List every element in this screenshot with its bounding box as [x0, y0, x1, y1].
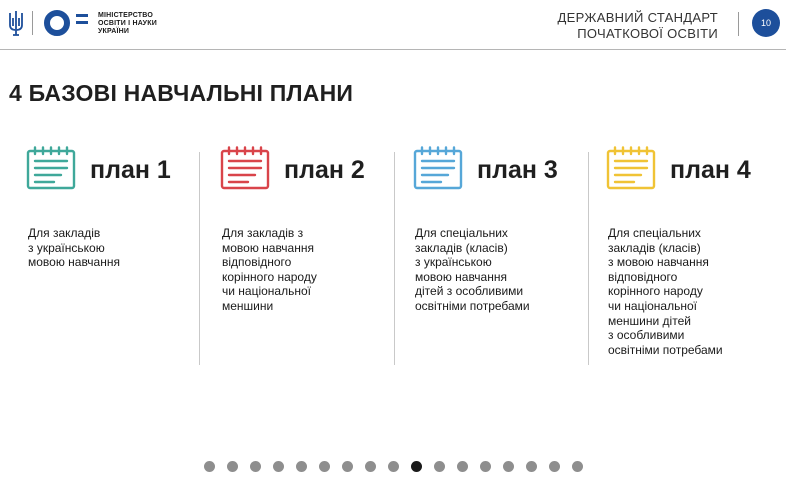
- plan-description-line: Для спеціальних: [415, 226, 508, 240]
- column-divider: [199, 152, 200, 365]
- header-divider: [32, 11, 33, 35]
- trident-icon: [8, 10, 24, 36]
- pagination-dot[interactable]: [457, 461, 468, 472]
- plan-description-line: Для закладів: [28, 226, 101, 240]
- pagination-dot[interactable]: [526, 461, 537, 472]
- plan-description-line: чи національної: [222, 284, 311, 299]
- pagination-dot[interactable]: [319, 461, 330, 472]
- pagination-dot[interactable]: [434, 461, 445, 472]
- clipboard-icon: [413, 146, 463, 190]
- standard-title-line: ПОЧАТКОВОЇ ОСВІТИ: [577, 26, 718, 41]
- plan-name: план 2: [284, 156, 365, 184]
- pagination-dot[interactable]: [411, 461, 422, 472]
- pagination-dot[interactable]: [572, 461, 583, 472]
- plan-description-line: освітніми потребами: [415, 298, 530, 313]
- pagination-dot[interactable]: [503, 461, 514, 472]
- mon-logo-lines: [76, 14, 88, 28]
- column-divider: [394, 152, 395, 365]
- header-divider: [738, 12, 739, 36]
- pagination-dot[interactable]: [365, 461, 376, 472]
- plan-description-line: з мовою навчання: [608, 255, 709, 270]
- pagination-dot[interactable]: [480, 461, 491, 472]
- slide-pagination: [204, 461, 595, 473]
- plan-description-line: відповідного: [608, 269, 678, 284]
- plan-description-line: чи національної: [608, 298, 697, 313]
- plan-description-line: Для спеціальних: [608, 226, 701, 240]
- slide-header: [0, 0, 786, 50]
- clipboard-icon: [606, 146, 656, 190]
- plan-description: [28, 226, 203, 270]
- pagination-dot[interactable]: [296, 461, 307, 472]
- plan-description-line: з українською: [28, 240, 105, 255]
- page-number-badge: 10: [752, 9, 780, 37]
- plan-description-line: освітніми потребами: [608, 342, 723, 357]
- column-divider: [588, 152, 589, 365]
- page-title: 4 БАЗОВІ НАВЧАЛЬНІ ПЛАНИ: [9, 80, 354, 106]
- plan-description: [608, 226, 783, 357]
- plan-description-line: з особливими: [608, 328, 685, 343]
- pagination-dot[interactable]: [227, 461, 238, 472]
- plan-description-line: з українською: [415, 255, 492, 270]
- pagination-dot[interactable]: [250, 461, 261, 472]
- clipboard-icon: [220, 146, 270, 190]
- plan-description: [415, 226, 590, 314]
- plan-description: [222, 226, 397, 314]
- standard-title-line: ДЕРЖАВНИЙ СТАНДАРТ: [557, 10, 718, 25]
- header-rule: [0, 49, 786, 50]
- ministry-line: МІНІСТЕРСТВО: [98, 12, 153, 19]
- pagination-dot[interactable]: [388, 461, 399, 472]
- plan-description-line: закладів (класів): [608, 240, 701, 255]
- plan-name: план 3: [477, 156, 558, 184]
- plan-description-line: дітей з особливими: [415, 284, 524, 299]
- ministry-line: ОСВІТИ І НАУКИ: [98, 20, 157, 27]
- plan-description-line: корінного народу: [222, 269, 317, 284]
- plan-name: план 4: [670, 156, 751, 184]
- ministry-line: УКРАЇНИ: [98, 28, 130, 35]
- plan-description-line: меншини дітей: [608, 313, 691, 328]
- plan-name: план 1: [90, 156, 171, 184]
- plan-description-line: мовою навчання: [415, 269, 507, 284]
- plan-description-line: закладів (класів): [415, 240, 508, 255]
- pagination-dot[interactable]: [342, 461, 353, 472]
- clipboard-icon: [26, 146, 76, 190]
- plan-description-line: корінного народу: [608, 284, 703, 299]
- pagination-dot[interactable]: [549, 461, 560, 472]
- plan-description-line: мовою навчання: [222, 240, 314, 255]
- plan-description-line: меншини: [222, 298, 274, 313]
- ministry-name: [98, 12, 157, 36]
- standard-title: [558, 10, 718, 42]
- plan-description-line: відповідного: [222, 255, 292, 270]
- plan-description-line: мовою навчання: [28, 255, 120, 270]
- pagination-dot[interactable]: [204, 461, 215, 472]
- pagination-dot[interactable]: [273, 461, 284, 472]
- plan-description-line: Для закладів з: [222, 226, 304, 240]
- mon-logo: [44, 10, 70, 36]
